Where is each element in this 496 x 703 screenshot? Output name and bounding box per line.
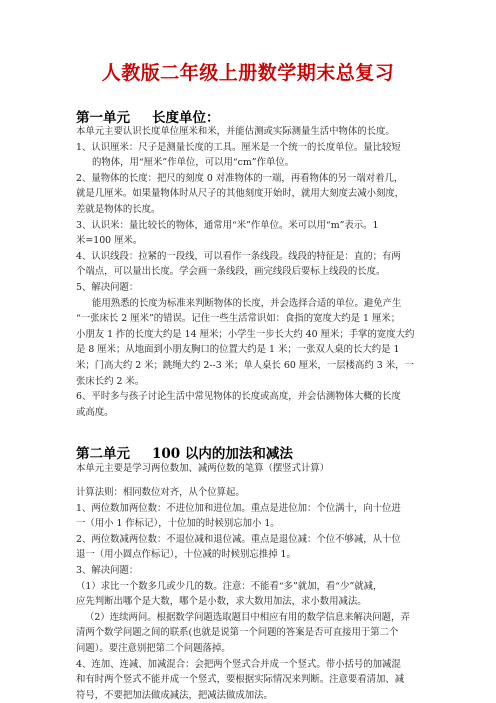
unit1-line: 米=100 厘米。 [76,235,143,247]
unit2-line: 4、连加、连减、加减混合：会把两个竖式合并成一个竖式。带小括号的加减混 [76,658,401,670]
unit2-heading [76,442,293,462]
unit1-line: 张床长约 2 米。 [76,375,145,387]
unit1-line: 5、解决问题： [76,281,139,293]
unit2-body [76,485,422,703]
unit1-heading [76,106,220,126]
unit1-line: 米；门高大约 2 米；跳绳大约 2--3 米；单人桌长 60 厘米，一层楼高约 3 米，一 [76,359,414,371]
unit1-line: 是 8 厘米；从地面到小朋友胸口的位置大约是 1 米；一张双人桌的长大约是 1 [76,344,400,356]
unit2-intro-block [76,461,422,477]
unit1-line: 本单元主要认识长度单位厘米和米，并能估测或实际测量生活中物体的长度。 [76,126,395,137]
unit1-body [76,124,422,420]
unit2-intro: 本单元主要是学习两位数加、减两位数的笔算（摆竖式计算） [76,463,330,474]
unit2-line: 清两个数学问题之间的联系(也就是说第一个问题的答案是否可直接用于第二个 [76,627,399,639]
unit2-heading-num: 第二单元 [76,446,130,462]
unit2-line: （1）求比一个数多几或少几的数。注意：不能看“多”就加，看“少”就减， [76,580,383,592]
unit1-line: 个端点，可以量出长度。学会画一条线段，画完线段后要标上线段的长度。 [76,266,386,278]
unit1-line: 2、量物体的长度：把尺的刻度 0 对准物体的一端，再看物体的另一端对着几， [76,172,404,184]
unit2-line: （2）连续两问。根据数学问题选取题目中相应有用的数学信息来解决问题，弄 [85,611,410,623]
unit1-line: 的物体，用“厘米”作单位，可以用“cm”作单位。 [92,157,295,169]
unit1-heading-num: 第一单元 [76,110,130,126]
unit1-line: 能用熟悉的长度为标准来判断物体的长度，并会选择合适的单位。避免产生 [92,297,402,309]
document-title: 人教版二年级上册数学期末总复习 [101,62,395,84]
unit2-line: 计算法则：相同数位对齐，从个位算起。 [76,487,245,498]
unit2-line: 应先判断出哪个是大数，哪个是小数，求大数用加法，求小数用减法。 [76,596,367,608]
unit1-line: 或高度。 [76,406,114,418]
unit1-line: “一张床长 2 厘米”的错误。记住一些生活常识如：食指的宽度大约是 1 厘米； [76,313,401,325]
unit2-line: 2、两位数减两位数：不退位减和退位减。重点是退位减：个位不够减，从十位 [76,533,401,545]
unit1-line: 6、平时多与孩子讨论生活中常见物体的长度或高度，并会估测物体大概的长度 [76,391,401,403]
unit2-heading-name: 100 以内的加法和减法 [152,446,293,462]
unit2-line: 符号，不要把加法做成减法，把减法做成加法。 [76,689,273,701]
unit2-line: 退一（用小圆点作标记），十位减的时候别忘推掉 1。 [76,549,296,561]
unit2-line: 一（用小 1 作标记），十位加的时候别忘加小 1。 [76,518,280,530]
unit2-line: 问题）。要注意别把第二个问题落掉。 [76,642,231,654]
unit1-heading-name: 长度单位： [152,110,220,126]
unit1-line: 差就是物体的长度。 [76,203,161,215]
unit1-line: 3、认识米：量比较长的物体，通常用“米”作单位。米可以用“m”表示。1 [76,219,379,231]
unit1-line: 小朋友 1 拃的长度大约是 14 厘米；小学生一步长大约 40 厘米；手掌的宽度大约 [76,328,415,340]
unit2-line: 1、两位数加两位数：不进位加和进位加。重点是进位加：个位满十，向十位进 [76,502,401,514]
unit2-line: 和有时两个竖式不能并成一个竖式，要根据实际情况来判断。注意要看清加、减 [76,674,405,686]
unit1-line: 1、认识厘米：尺子是测量长度的工具。厘米是一个统一的长度单位。量比较短 [76,141,401,153]
unit2-line: 3、解决问题： [76,564,139,576]
unit1-line: 4、认识线段：拉紧的一段线，可以看作一条线段。线段的特征是：直的；有两 [76,250,401,262]
unit1-line: 就是几厘米。如果量物体时从尺子的其他刻度开始时，就用大刻度去减小刻度， [76,188,405,200]
